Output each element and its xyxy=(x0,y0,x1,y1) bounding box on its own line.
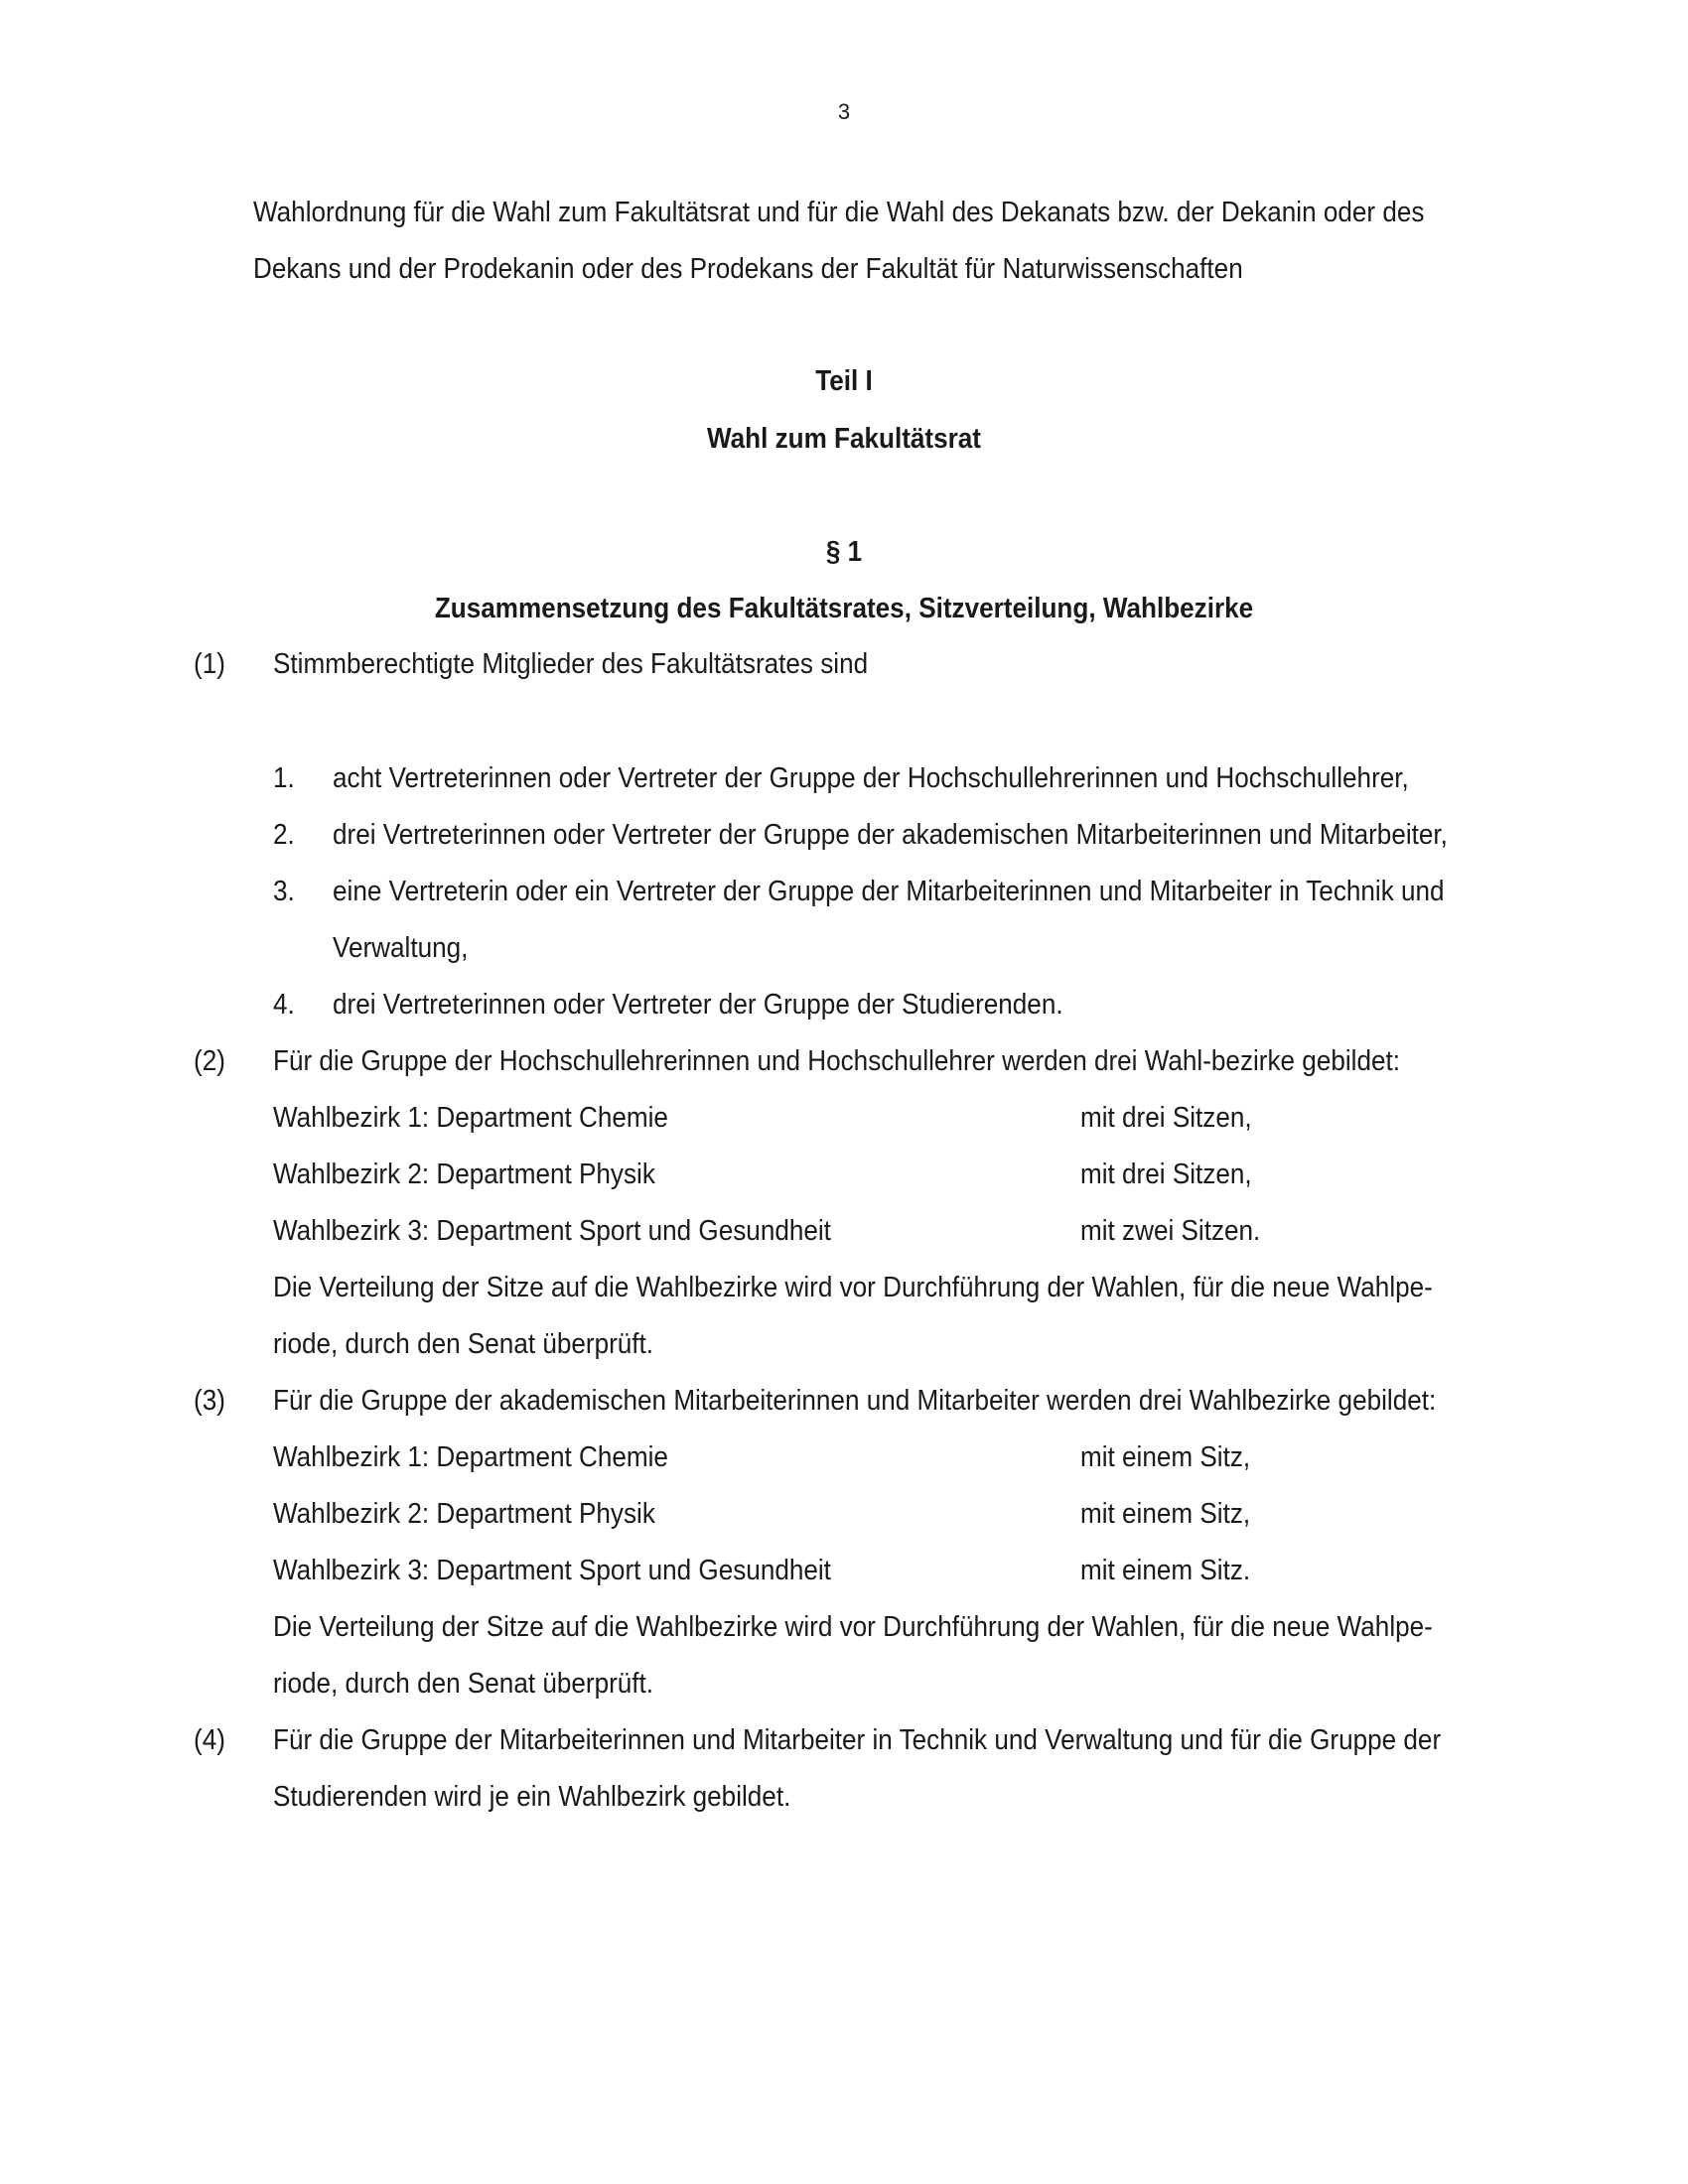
paragraph-4-text-continuation: Studierenden wird je ein Wahlbezirk gebildet. xyxy=(273,1781,791,1813)
paragraph-4-text: Für die Gruppe der Mitarbeiterinnen und Mitarbeiter in Technik und Verwaltung und für die Gruppe der xyxy=(273,1724,1442,1756)
paragraph-2-text: Für die Gruppe der Hochschullehrerinnen und Hochschullehrer werden drei Wahl-bezirke gebildet: xyxy=(273,1045,1400,1077)
list-item-number: 1. xyxy=(273,762,295,794)
list-item-number: 4. xyxy=(273,989,295,1021)
list-item: drei Vertreterinnen oder Vertreter der Gruppe der akademischen Mitarbeiterinnen und Mitarbeiter, xyxy=(333,819,1448,851)
district-seats: mit einem Sitz. xyxy=(1080,1555,1251,1586)
district-seats: mit einem Sitz, xyxy=(1080,1498,1251,1530)
district-name: Wahlbezirk 1: Department Chemie xyxy=(273,1102,668,1134)
district-name: Wahlbezirk 2: Department Physik xyxy=(273,1159,655,1190)
section-title: Zusammensetzung des Fakultätsrates, Sitzverteilung, Wahlbezirke xyxy=(434,593,1254,624)
paragraph-2-note: Die Verteilung der Sitze auf die Wahlbezirke wird vor Durchführung der Wahlen, für die neue Wahlpe- xyxy=(273,1272,1433,1303)
district-name: Wahlbezirk 2: Department Physik xyxy=(273,1498,655,1530)
district-seats: mit zwei Sitzen. xyxy=(1080,1215,1261,1247)
page-number: 3 xyxy=(837,99,851,124)
document-title-line-2: Dekans und der Prodekanin oder des Prodekans der Fakultät für Naturwissenschaften xyxy=(253,253,1243,285)
list-item: drei Vertreterinnen oder Vertreter der Gruppe der Studierenden. xyxy=(333,989,1063,1021)
paragraph-2-note-continuation: riode, durch den Senat überprüft. xyxy=(273,1328,654,1360)
part-label: Teil I xyxy=(815,365,873,397)
list-item-number: 3. xyxy=(273,876,295,907)
paragraph-3-note-continuation: riode, durch den Senat überprüft. xyxy=(273,1668,654,1700)
paragraph-number-1: (1) xyxy=(194,648,225,680)
list-item: eine Vertreterin oder ein Vertreter der Gruppe der Mitarbeiterinnen und Mitarbeiter in Technik und xyxy=(333,876,1445,907)
section-label: § 1 xyxy=(825,536,863,568)
district-name: Wahlbezirk 1: Department Chemie xyxy=(273,1441,668,1473)
paragraph-number-2: (2) xyxy=(194,1045,225,1077)
part-title: Wahl zum Fakultätsrat xyxy=(706,423,982,455)
list-item-continuation: Verwaltung, xyxy=(333,932,469,964)
paragraph-1-text: Stimmberechtigte Mitglieder des Fakultätsrates sind xyxy=(273,648,869,680)
district-seats: mit drei Sitzen, xyxy=(1080,1159,1252,1190)
district-name: Wahlbezirk 3: Department Sport und Gesundheit xyxy=(273,1555,831,1586)
paragraph-number-3: (3) xyxy=(194,1385,225,1417)
paragraph-number-4: (4) xyxy=(194,1724,225,1756)
document-title-line-1: Wahlordnung für die Wahl zum Fakultätsrat und für die Wahl des Dekanats bzw. der Dekanin oder des xyxy=(253,197,1425,228)
list-item: acht Vertreterinnen oder Vertreter der Gruppe der Hochschullehrerinnen und Hochschullehrer, xyxy=(333,762,1409,794)
district-name: Wahlbezirk 3: Department Sport und Gesundheit xyxy=(273,1215,831,1247)
paragraph-3-note: Die Verteilung der Sitze auf die Wahlbezirke wird vor Durchführung der Wahlen, für die neue Wahlpe- xyxy=(273,1611,1433,1643)
paragraph-3-text: Für die Gruppe der akademischen Mitarbeiterinnen und Mitarbeiter werden drei Wahlbezirke gebildet: xyxy=(273,1385,1437,1417)
list-item-number: 2. xyxy=(273,819,295,851)
district-seats: mit drei Sitzen, xyxy=(1080,1102,1252,1134)
district-seats: mit einem Sitz, xyxy=(1080,1441,1251,1473)
